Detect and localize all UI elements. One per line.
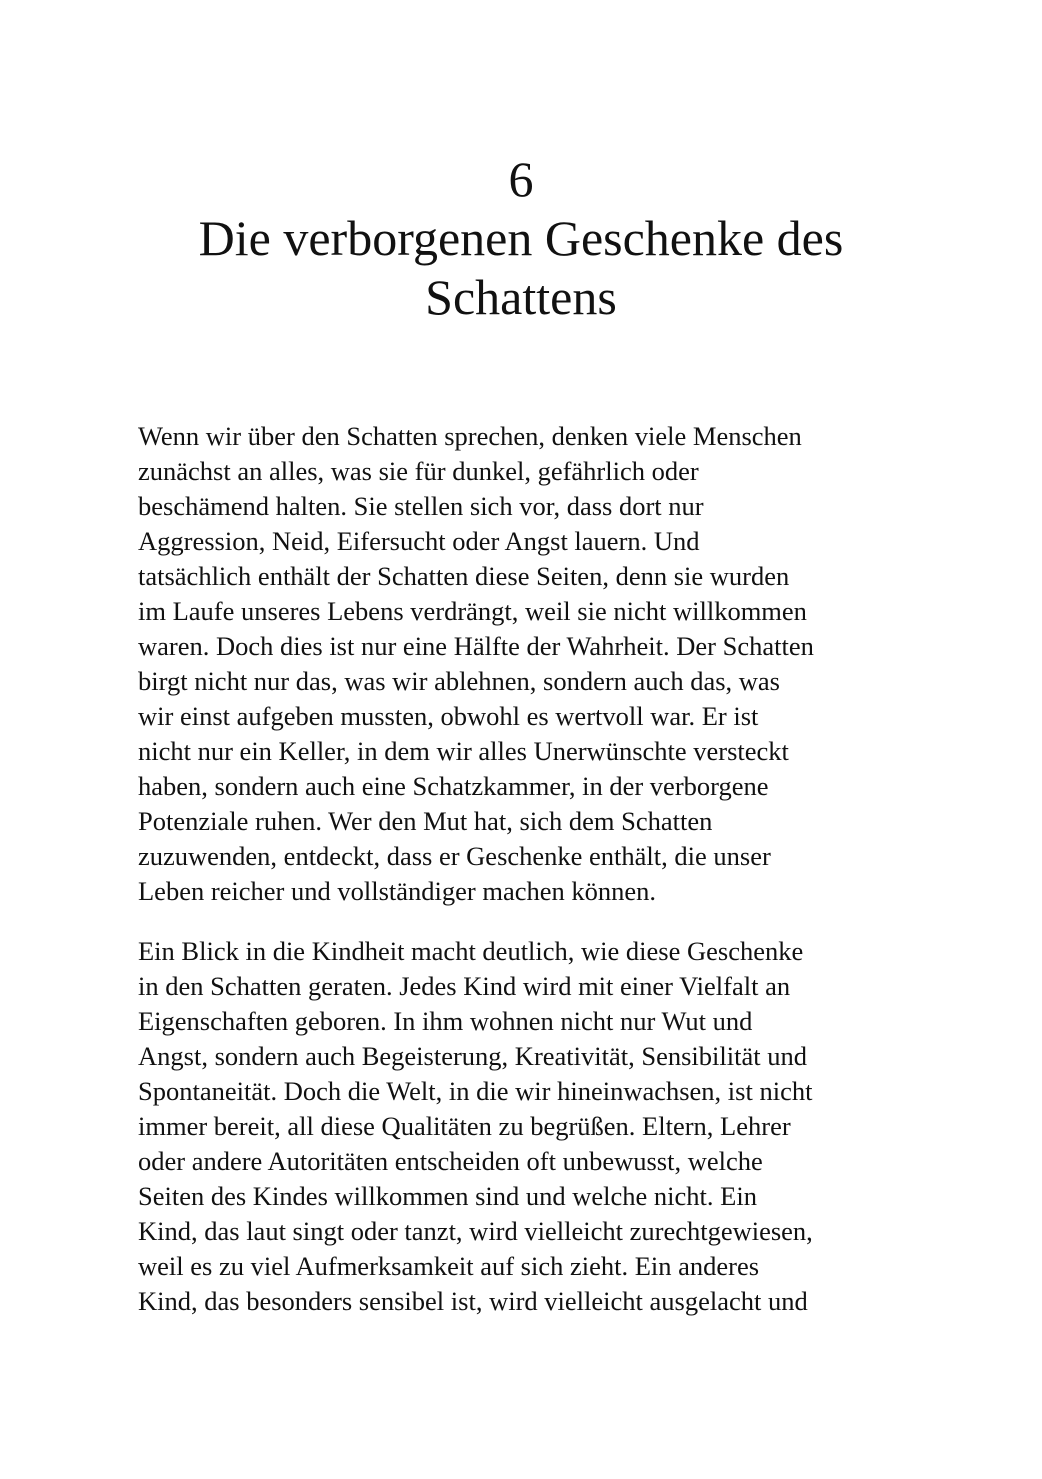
text-line: waren. Doch dies ist nur eine Hälfte der Wahrheit. Der Schatten	[138, 631, 814, 661]
text-line: weil es zu viel Aufmerksamkeit auf sich zieht. Ein anderes	[138, 1251, 760, 1281]
text-line: haben, sondern auch eine Schatzkammer, in der verborgene	[138, 771, 769, 801]
paragraph-2	[138, 934, 918, 1319]
text-line: Angst, sondern auch Begeisterung, Kreativität, Sensibilität und	[138, 1041, 807, 1071]
text-line: zunächst an alles, was sie für dunkel, gefährlich oder	[138, 456, 699, 486]
text-line: tatsächlich enthält der Schatten diese Seiten, denn sie wurden	[138, 561, 790, 591]
text-line: Potenziale ruhen. Wer den Mut hat, sich dem Schatten	[138, 806, 713, 836]
text-line: Kind, das laut singt oder tanzt, wird vielleicht zurechtgewiesen,	[138, 1216, 813, 1246]
text-line: Spontaneität. Doch die Welt, in die wir hineinwachsen, ist nicht	[138, 1076, 813, 1106]
text-line: wir einst aufgeben mussten, obwohl es wertvoll war. Er ist	[138, 701, 759, 731]
text-line: oder andere Autoritäten entscheiden oft unbewusst, welche	[138, 1146, 763, 1176]
text-line: Seiten des Kindes willkommen sind und welche nicht. Ein	[138, 1181, 757, 1211]
chapter-body	[138, 419, 918, 1344]
text-line: birgt nicht nur das, was wir ablehnen, sondern auch das, was	[138, 666, 780, 696]
text-line: im Laufe unseres Lebens verdrängt, weil sie nicht willkommen	[138, 596, 807, 626]
text-line: nicht nur ein Keller, in dem wir alles Unerwünschte versteckt	[138, 736, 789, 766]
text-line: Eigenschaften geboren. In ihm wohnen nicht nur Wut und	[138, 1006, 753, 1036]
chapter-number: 6	[508, 151, 534, 207]
chapter-heading	[0, 150, 1042, 327]
chapter-title-line-2: Schattens	[425, 269, 617, 325]
text-line: Aggression, Neid, Eifersucht oder Angst lauern. Und	[138, 526, 700, 556]
text-line: in den Schatten geraten. Jedes Kind wird mit einer Vielfalt an	[138, 971, 791, 1001]
text-line: Leben reicher und vollständiger machen können.	[138, 876, 657, 906]
chapter-title-line-1: Die verborgenen Geschenke des	[198, 210, 844, 266]
text-line: Ein Blick in die Kindheit macht deutlich, wie diese Geschenke	[138, 936, 804, 966]
text-line: beschämend halten. Sie stellen sich vor, dass dort nur	[138, 491, 704, 521]
text-line: Kind, das besonders sensibel ist, wird vielleicht ausgelacht und	[138, 1286, 808, 1316]
paragraph-1	[138, 419, 918, 909]
text-line: zuzuwenden, entdeckt, dass er Geschenke enthält, die unser	[138, 841, 771, 871]
text-line: immer bereit, all diese Qualitäten zu begrüßen. Eltern, Lehrer	[138, 1111, 791, 1141]
text-line: Wenn wir über den Schatten sprechen, denken viele Menschen	[138, 421, 802, 451]
